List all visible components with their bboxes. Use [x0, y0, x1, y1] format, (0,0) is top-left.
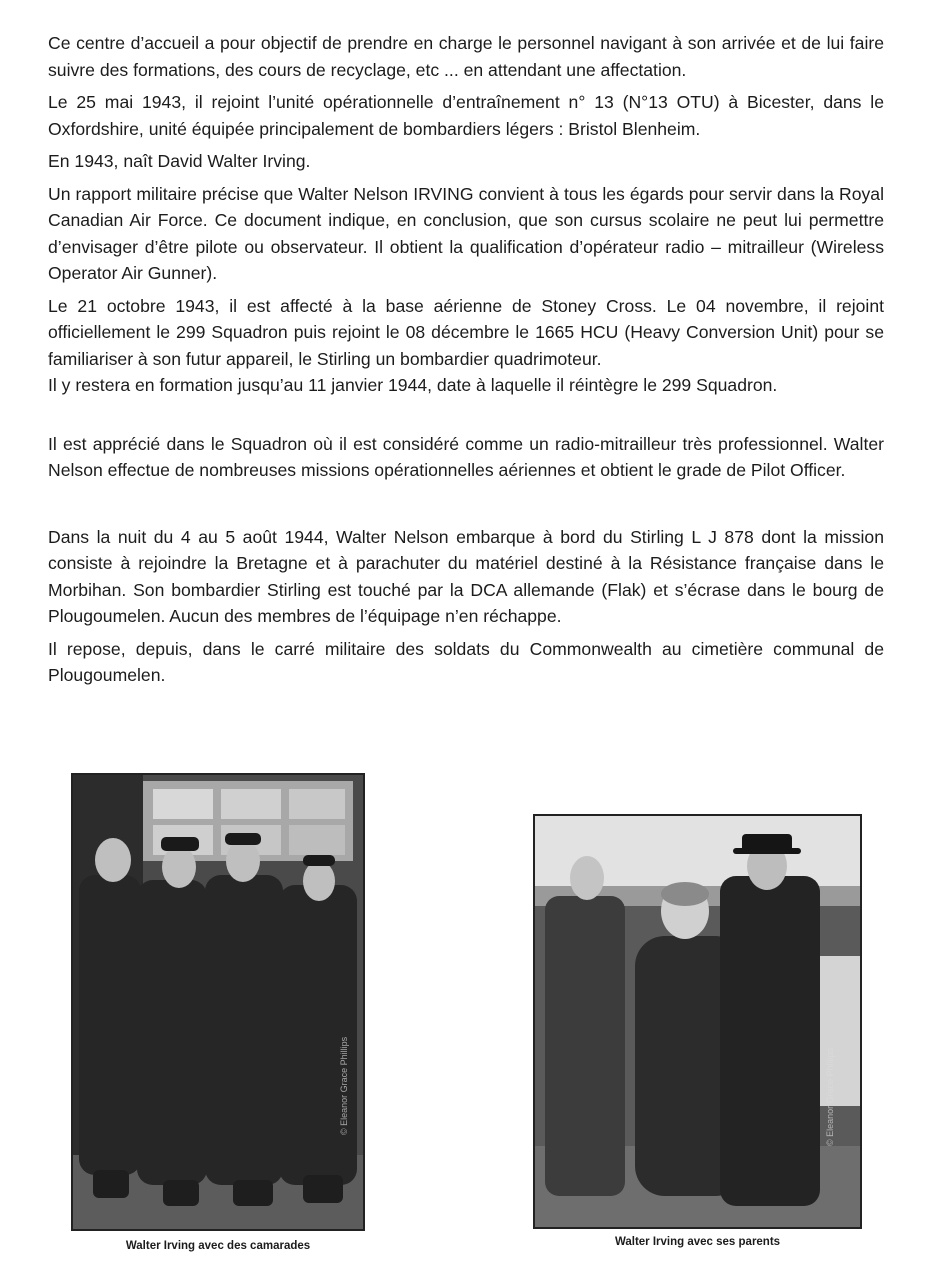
photo-with-parents [533, 814, 862, 1229]
photo-parents-illustration [535, 816, 860, 1227]
body-text [48, 30, 884, 695]
photo-airmen-comrades [71, 773, 365, 1231]
paragraph-reception-center: Ce centre d’accueil a pour objectif de prendre en charge le personnel navigant à son arrivée et de lui faire suivre des formations, des cours de recyclage, etc ... en attendant une affectation. [48, 33, 884, 80]
paragraph-military-report: Un rapport militaire précise que Walter Nelson IRVING convient à tous les égards pour servir dans la Royal Canadian Air Force. Ce document indique, en conclusion, que son cursus scolaire ne peut lui permettre d’envisager d’être pilote ou observateur. Il obtient la qualification d’opérateur radio – mitrailleur (Wireless Operator Air Gunner). [48, 183, 884, 283]
photo-credit: © Eleanor Grace Phillips [339, 1036, 349, 1135]
photo-credit: © Eleanor Grace Phillips [825, 1047, 835, 1146]
paragraph-training-until: Il y restera en formation jusqu’au 11 janvier 1944, date à laquelle il réintègre le 299 Squadron. [48, 375, 778, 395]
caption-photo-parents: Walter Irving avec ses parents [614, 1236, 781, 1248]
paragraph-final-mission: Dans la nuit du 4 au 5 août 1944, Walter Nelson embarque à bord du Stirling L J 878 dont la mission consiste à rejoindre la Bretagne et à parachuter du matériel destiné à la Résistance française dans le Morbihan. Son bombardier Stirling est touché par la DCA allemande (Flak) et s’écrase dans le bourg de Plougoumelen. Aucun des membres de l’équipage n’en réchappe. [48, 526, 884, 626]
paragraph-squadron-appreciation: Il est apprécié dans le Squadron où il est considéré comme un radio-mitrailleur très professionnel. Walter Nelson effectue de nombreuses missions opérationnelles aériennes et obtient le grade de Pilot Officer. [48, 433, 884, 480]
paragraph-stoney-cross: Le 21 octobre 1943, il est affecté à la base aérienne de Stoney Cross. Le 04 novembre, il rejoint officiellement le 299 Squadron puis rejoint le 08 décembre le 1665 HCU (Heavy Conversion Unit) pour se familiariser à son futur appareil, le Stirling un bombardier quadrimoteur. [48, 295, 884, 369]
paragraph-burial: Il repose, depuis, dans le carré militaire des soldats du Commonwealth au cimetière communal de Plougoumelen. [48, 638, 884, 685]
caption-photo-comrades: Walter Irving avec des camarades [125, 1240, 311, 1252]
paragraph-otu-bicester: Le 25 mai 1943, il rejoint l’unité opérationnelle d’entraînement n° 13 (N°13 OTU) à Bicester, dans le Oxfordshire, unité équipée principalement de bombardiers légers : Bristol Blenheim. [48, 92, 884, 139]
paragraph-son-birth: En 1943, naît David Walter Irving. [48, 151, 311, 171]
photo-airmen-illustration [73, 775, 363, 1229]
